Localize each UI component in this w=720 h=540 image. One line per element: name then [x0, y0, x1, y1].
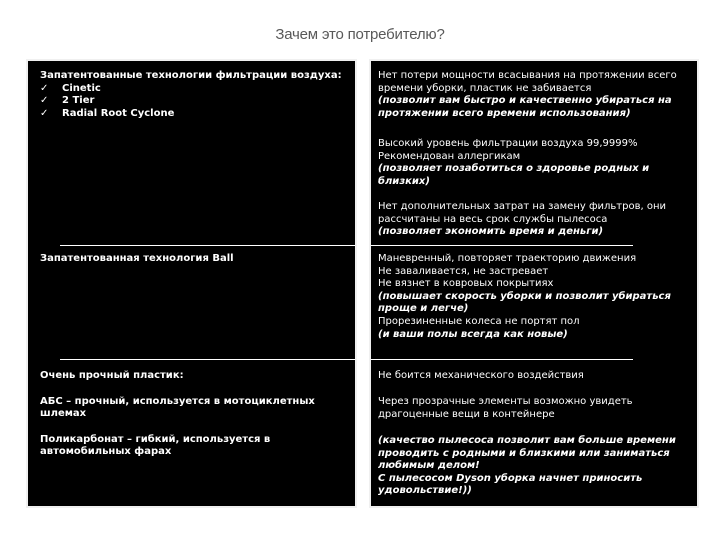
technology-list	[40, 83, 345, 121]
benefit-filtration: Высокий уровень фильтрации воздуха 99,9999% Рекомендован аллергикам (позволяет позаботиться о здоровье родных и близких)	[378, 138, 650, 187]
features-panel	[28, 61, 355, 506]
list-item: ✓ 2 Tier	[40, 95, 95, 107]
benefits-panel	[371, 61, 697, 506]
benefit-suction: Нет потери мощности всасывания на протяжении всего времени уборки, пластик не забивается (позволит вам быстро и качественно убираться на протяжении всего времени использования)	[378, 70, 677, 119]
section-heading: Запатентованные технологии фильтрации воздуха:	[40, 70, 342, 81]
polycarbonate-paragraph: Поликарбонат – гибкий, используется в автомобильных фарах	[40, 433, 271, 458]
plastic-section	[28, 370, 355, 459]
benefit-maneuverability: Маневренный, повторяет траекторию движения Не заваливается, не застревает Не вязнет в ковровых покрытиях (повышает скорость уборки и позволит убираться проще и легче) Прорезиненные колеса не портят пол (и ваши полы всегда как новые)	[378, 253, 671, 340]
list-item: ✓ Radial Root Cyclone	[40, 107, 175, 119]
list-item: ✓ Cinetic	[40, 82, 101, 94]
checkmark-icon: ✓	[40, 82, 49, 94]
checkmark-icon: ✓	[40, 95, 49, 107]
section-heading: Очень прочный пластик:	[40, 370, 184, 381]
abs-paragraph: АБС – прочный, используется в мотоциклетных шлемах	[40, 395, 315, 420]
air-filtration-section	[28, 70, 355, 120]
benefit-transparency: Через прозрачные элементы возможно увидеть драгоценные вещи в контейнере	[378, 396, 633, 420]
benefit-summary: (качество пылесоса позволит вам больше времени проводить с родными и близкими или заниматься любимым делом! С пылесосом Dyson уборка начнет приносить удовольствие!))	[378, 435, 676, 497]
divider	[60, 359, 355, 360]
section-heading: Запатентованная технология Ball	[40, 253, 234, 264]
divider	[60, 245, 355, 246]
ball-technology-section	[28, 253, 355, 266]
benefit-no-filter-costs: Нет дополнительных затрат на замену фильтров, они рассчитаны на весь срок службы пылесоса (позволяет экономить время и деньги)	[378, 201, 666, 238]
divider	[371, 359, 633, 360]
page-title: Зачем это потребителю?	[275, 26, 445, 43]
divider	[371, 245, 633, 246]
benefit-durability: Не боится механического воздействия	[378, 370, 584, 381]
checkmark-icon: ✓	[40, 107, 49, 119]
